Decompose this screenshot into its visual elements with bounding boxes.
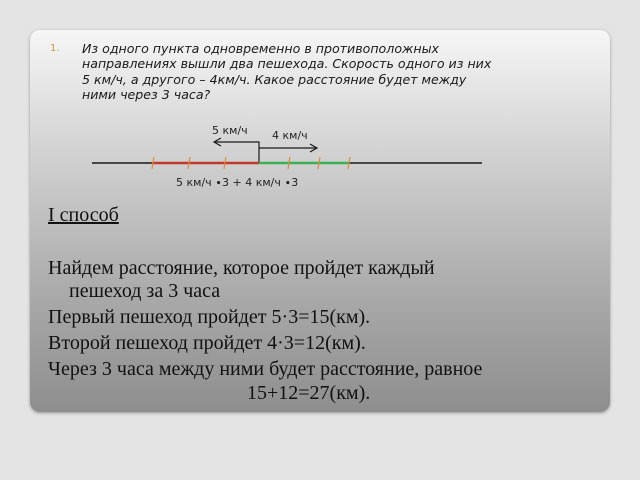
solution-line: 15+12=27(км).	[247, 382, 371, 404]
problem-line: 5 км/ч, а другого – 4км/ч. Какое расстояние будет между	[82, 71, 467, 87]
list-number: 1.	[50, 43, 60, 54]
left-speed-label: 5 км/ч	[212, 124, 248, 137]
right-speed-label: 4 км/ч	[272, 129, 308, 142]
left-direction-arrow	[215, 142, 259, 162]
solution-line: пешеход за 3 часа	[69, 280, 221, 302]
solution-line: Через 3 часа между ними будет расстояние, равное	[48, 358, 483, 380]
problem-line: ними через 3 часа?	[82, 87, 211, 103]
solution-line: Первый пешеход пройдет 5·3=15(км).	[48, 306, 371, 328]
solution-line: Найдем расстояние, которое пройдет каждый	[48, 257, 435, 279]
problem-line: направлениях вышли два пешехода. Скорость одного из них	[82, 56, 492, 72]
problem-line: Из одного пункта одновременно в противоположных	[82, 41, 439, 56]
method-heading: I способ	[48, 204, 119, 226]
formula-label: 5 км/ч ∙3 + 4 км/ч ∙3	[176, 176, 299, 189]
solution-line: Второй пешеход пройдет 4·3=12(км).	[48, 332, 366, 354]
